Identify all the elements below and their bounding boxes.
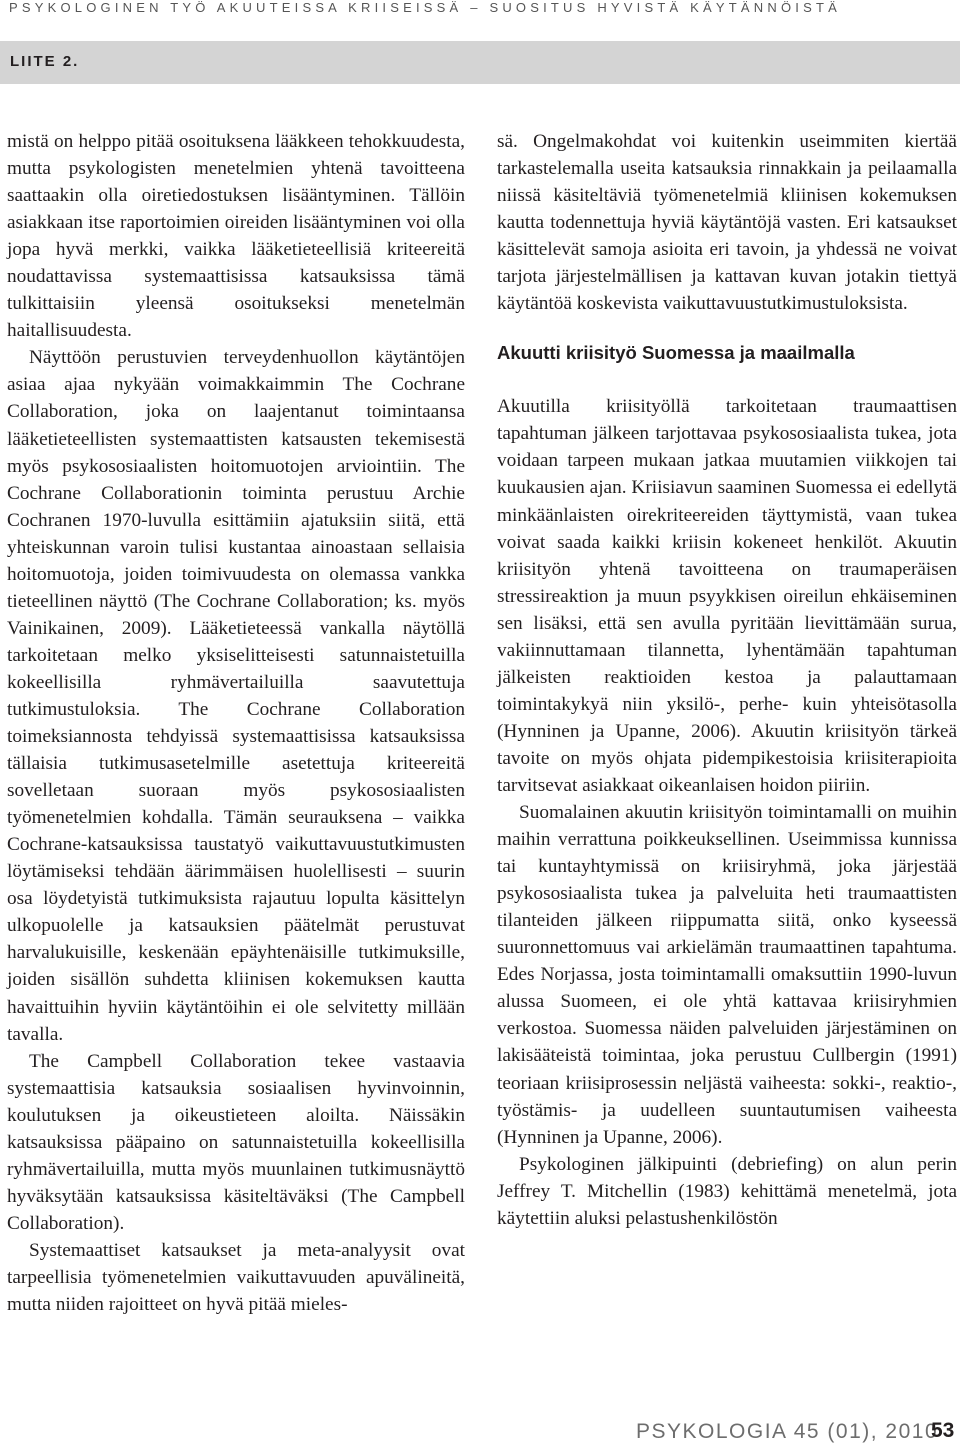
body-paragraph: Psykologinen jälkipuinti (debriefing) on alun perin Jeffrey T. Mitchellin (1983) kehittämä menetelmä, jota käytettiin aluksi pelastushenkilöstön <box>497 1153 957 1229</box>
page-number: 53 <box>931 1419 955 1442</box>
left-column <box>7 128 465 1318</box>
body-paragraph: Suomalainen akuutin kriisityön toimintamalli on muihin maihin verrattuna poikkeuksellinen. Useimmissa kunnissa tai kuntayhtymissä on kriisiryhmä, joka järjestää psykososiaalista tukea ja palveluita heti traumaattisten tilanteiden jälkeen riippumatta siitä, onko kyseessä suuronnettomuus vai arkielämän traumaattinen tapahtuma. Edes Norjassa, josta toimintamalli omaksuttiin 1990-luvun alussa Suomeen, ei ole yhtä kattavaa kriisiryhmien verkostoa. Suomessa näiden palveluiden järjestäminen on lakisääteistä toimintaa, joka perustuu Cullbergin (1991) teoriaan kriisiprosessin neljästä vaiheesta: sokki-, reaktio-, työstämis- ja uudelleen suuntautumisen vaiheesta (Hynninen ja Upanne, 2006). <box>497 802 957 1148</box>
appendix-label: LIITE 2. <box>10 53 80 70</box>
body-paragraph: mistä on helppo pitää osoituksena lääkkeen tehokkuudesta, mutta psykologisten menetelmien yhtenä tavoitteena saattaakin olla oiretiedostuksen lisääntyminen. Tällöin asiakkaan itse raportoimien oireiden lisääntyminen voi olla jopa hyvä merkki, vaikka lääketieteellisiä kriteereitä noudattavissa systemaattisissa katsauksissa tämä tulkittaisiin yleensä osoitukseksi menetelmän haitallisuudesta. <box>7 131 465 342</box>
journal-footer: PSYKOLOGIA 45 (01), 2010 <box>636 1420 939 1443</box>
running-header: PSYKOLOGINEN TYÖ AKUUTEISSA KRIISEISSÄ – SUOSITUS HYVISTÄ KÄYTÄNNÖISTÄ <box>9 0 841 15</box>
body-paragraph: Näyttöön perustuvien terveydenhuollon käytäntöjen asiaa ajaa nykyään voimakkaimmin The Cochrane Collaboration, joka on laajentanut toimintaansa lääketieteellisten systemaattisten katsausten tekemisestä myös psykososiaalisten hoitomuotojen arviointiin. The Cochrane Collaborationin toiminta perustuu Archie Cochranen 1970-luvulla esittämiin ajatuksiin siitä, että yhteiskunnan varoin tulisi kustantaa ainoastaan sellaisia hoitomuotoja, joiden toimivuudesta on olemassa vankka tieteellinen näyttö (The Cochrane Collaboration; ks. myös Vainikainen, 2009). Lääketieteessä vankalla näytöllä tarkoitetaan melko yksiselitteisesti satunnaistetuilla kokeellisilla ryhmävertailuilla saavutettuja tutkimustuloksia. The Cochrane Collaboration toimeksiannosta tehdyissä systemaattisissa katsauksissa tällaisia tutkimusasetelmille asetettuja kriteereitä sovelletaan suoraan myös psykososiaalisten työmenetelmien kohdalla. Tämän seurauksena – vaikka Cochrane-katsauksissa taustatyö vaikuttavuustutkimusten löytämiseksi tehdään äärimmäisen huolellisesti – suurin osa löydetyistä tutkimuksista rajautuu lopulta käsittelyn ulkopuolelle ja katsauksien päätelmät perustuvat harvalukuisille, keskenään epäyhtenäisille tutkimuksille, joiden sisällön suhdetta kliinisen kokemuksen kautta havaittuihin hyviin käytäntöihin ei ole selvitetty millään tavalla. <box>7 347 465 1045</box>
section-heading: Akuutti kriisityö Suomessa ja maailmalla <box>497 342 855 364</box>
appendix-banner <box>0 41 960 84</box>
body-paragraph-continued: sä. Ongelmakohdat voi kuitenkin useimmiten kiertää tarkastelemalla useita katsauksia rinnakkain ja peilaamalla niissä käsiteltäviä työmenetelmiä kliinisen kokemuksen kautta todennettuja hyviä käytäntöjä vasten. Eri katsaukset käsittelevät samoja asioita eri tavoin, ja yhdessä ne voivat tarjota järjestelmällisen ja kattavan kuvan jotakin tiettyä käytäntöä koskevista vaikuttavuustutkimustuloksista. <box>497 131 957 315</box>
body-paragraph: Akuutilla kriisityöllä tarkoitetaan traumaattisen tapahtuman jälkeen tarjottavaa psykososiaalista tukea, jota voidaan tarpeen mukaan jatkaa muutamien viikkojen tai kuukausien ajan. Kriisiavun saaminen Suomessa ei edellytä minkäänlaisten oirekriteereiden täyttymistä, vaan tukea voivat saada kaikki kriisin kokeneet henkilöt. Akuutin kriisityön yhtenä tavoitteena on traumaperäisen stressireaktion ja muun psyykkisen oireilun ehkäiseminen sen lisäksi, että sen avulla pyritään lievittämään surua, vakiinnuttamaan tilannetta, lyhentämään tapahtuman jälkeisten reaktioiden kestoa ja palauttamaan toimintakykyä niin yksilö-, perhe- kuin yhteisötasolla (Hynninen ja Upanne, 2006). Akuutin kriisityön tärkeä tavoite on myös ohjata pidempikestoisia kriisiterapioita tarvitsevat asiakkaat oikeanlaisen hoidon piiriin. <box>497 396 957 796</box>
body-paragraph: The Campbell Collaboration tekee vastaavia systemaattisia katsauksia sosiaalisen hyvinvoinnin, koulutuksen ja oikeustieteen aloilta. Näissäkin katsauksissa pääpaino on satunnaistetuilla kokeellisilla ryhmävertailuilla, mutta myös muunlainen tutkimusnäyttö hyväksytään katsauksissa käsiteltäväksi (The Campbell Collaboration). <box>7 1050 465 1234</box>
body-paragraph: Systemaattiset katsaukset ja meta-analyysit ovat tarpeellisia työmenetelmien vaikuttavuuden apuvälineitä, mutta niiden rajoitteet on hyvä pitää mieles- <box>7 1239 465 1316</box>
right-column <box>497 128 957 1232</box>
